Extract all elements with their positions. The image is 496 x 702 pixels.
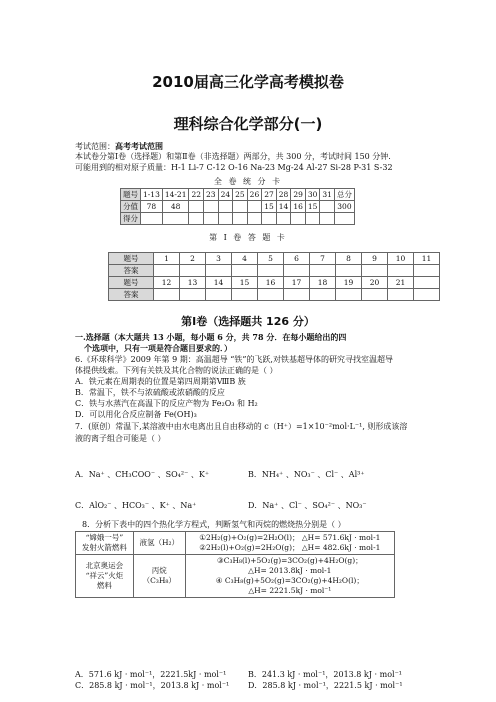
score-cell: 16 bbox=[291, 201, 306, 213]
answer-row-blank bbox=[109, 289, 440, 301]
score-cell: 1-13 bbox=[141, 189, 163, 201]
thermo-text: （C₃H₈） bbox=[142, 576, 176, 585]
q7-stem-cont: 液的离子组合可能是（ ） bbox=[75, 434, 166, 443]
score-cell: 22 bbox=[189, 189, 204, 201]
answer-cell: 16 bbox=[258, 277, 284, 289]
score-input-cell[interactable] bbox=[233, 213, 248, 225]
answer-input-cell[interactable] bbox=[388, 265, 414, 277]
answer-input-cell[interactable] bbox=[362, 265, 388, 277]
answer-cell: 答案 bbox=[109, 289, 154, 301]
score-cell: 题号 bbox=[121, 189, 141, 201]
score-cell: 29 bbox=[291, 189, 306, 201]
score-card-title: 全 卷 统 分 卡 bbox=[213, 177, 283, 186]
answer-cell: 5 bbox=[258, 253, 284, 265]
q7-option-a: A．Na⁺ 、CH₃COO⁻ 、SO₄²⁻ 、K⁺ bbox=[75, 470, 210, 479]
answer-card-title: 第 I 卷 答 题 卡 bbox=[209, 233, 287, 242]
answer-row-number bbox=[109, 253, 440, 265]
score-input-cell[interactable] bbox=[276, 213, 291, 225]
answer-input-cell[interactable] bbox=[388, 289, 414, 301]
q7-option-b: B．NH₄⁺ 、NO₃⁻ 、Cl⁻ 、Al³⁺ bbox=[248, 470, 365, 479]
answer-cell: 1 bbox=[154, 253, 180, 265]
q8-option-c: C．285.8 kJ · mol⁻¹，2013.8 kJ · mol⁻¹ bbox=[75, 681, 230, 690]
exam-scope-label: 考试范围： bbox=[75, 142, 115, 151]
answer-input-cell[interactable] bbox=[206, 265, 232, 277]
answer-table bbox=[108, 252, 440, 301]
answer-cell: 7 bbox=[310, 253, 336, 265]
score-cell: 14-21 bbox=[162, 189, 189, 201]
thermo-text: “嫦娥一号” bbox=[85, 533, 124, 542]
q6-stem-cont: 体提供线索。下列有关铁及其化合物的说法正确的是（ ） bbox=[75, 366, 278, 375]
answer-input-cell[interactable] bbox=[336, 265, 362, 277]
thermo-text: ②2H₂(l)+O₂(g)=2H₂O(g)； △H= 482.6kJ · mol-1 bbox=[199, 543, 381, 552]
score-cell bbox=[189, 201, 204, 213]
answer-input-cell[interactable] bbox=[258, 265, 284, 277]
answer-input-cell[interactable] bbox=[310, 289, 336, 301]
answer-input-cell[interactable] bbox=[284, 265, 310, 277]
score-cell: 27 bbox=[262, 189, 277, 201]
answer-input-cell[interactable] bbox=[206, 289, 232, 301]
thermo-cell-fuel: 液氢（H₂） bbox=[133, 532, 185, 555]
section-title: 第Ⅰ卷（选择题共 126 分） bbox=[181, 315, 315, 328]
score-cell: 30 bbox=[305, 189, 320, 201]
answer-cell: 19 bbox=[336, 277, 362, 289]
score-cell bbox=[218, 201, 233, 213]
score-cell bbox=[204, 201, 219, 213]
thermo-text: 发射火箭燃料 bbox=[81, 543, 127, 552]
score-cell: 78 bbox=[141, 201, 163, 213]
score-input-cell[interactable] bbox=[320, 213, 335, 225]
score-cell bbox=[320, 201, 335, 213]
score-cell: 分值 bbox=[121, 201, 141, 213]
answer-cell: 6 bbox=[284, 253, 310, 265]
exam-scope: 高考考试范围 bbox=[115, 141, 163, 151]
exam-subtitle: 理科综合化学部分(一) bbox=[173, 115, 323, 133]
score-input-cell[interactable] bbox=[162, 213, 189, 225]
thermo-row-hydrogen bbox=[76, 532, 395, 555]
score-table bbox=[120, 188, 355, 225]
score-input-cell[interactable] bbox=[204, 213, 219, 225]
answer-cell: 14 bbox=[206, 277, 232, 289]
q6-stem: 6.《环球科学》2009 年第 9 期：高温超导 “铁”的飞跃,对铁基超导体的研究寻找室温超导 bbox=[75, 355, 393, 364]
thermo-table bbox=[75, 531, 395, 598]
answer-cell: 21 bbox=[388, 277, 414, 289]
thermo-cell-use bbox=[76, 555, 134, 598]
thermo-row-propane bbox=[76, 555, 395, 598]
score-input-cell[interactable] bbox=[218, 213, 233, 225]
score-cell: 15 bbox=[262, 201, 277, 213]
q8-stem: 8．分析下表中的四个热化学方程式，判断氢气和丙烷的燃烧热分别是（ ） bbox=[82, 520, 346, 529]
q7-stem: 7．(原创）常温下,某溶液中由水电离出且自由移动的 c（H⁺）=1×10⁻²mol·L⁻¹, 则形成该溶 bbox=[75, 422, 408, 431]
q7-option-d: D．Na⁺ 、Cl⁻ 、SO₄²⁻ 、NO₃⁻ bbox=[248, 501, 367, 510]
q6-option-c: C．铁与水蒸汽在高温下的反应产物为 Fe₂O₃ 和 H₂ bbox=[75, 399, 258, 408]
score-cell: 48 bbox=[162, 201, 189, 213]
score-cell: 28 bbox=[276, 189, 291, 201]
thermo-text: ④ C₃H₈(g)+5O₂(g)=3CO₂(g)+4H₂O(l)； bbox=[215, 576, 364, 585]
score-row-number bbox=[121, 189, 355, 201]
answer-cell: 13 bbox=[180, 277, 206, 289]
answer-cell: 20 bbox=[362, 277, 388, 289]
score-cell: 15 bbox=[305, 201, 320, 213]
part1-instruction-cont: 个选项中，只有一项是符合题目要求的．） bbox=[84, 343, 232, 353]
answer-input-cell[interactable] bbox=[362, 289, 388, 301]
thermo-cell-equations bbox=[185, 555, 394, 598]
thermo-text: 燃料 bbox=[96, 581, 112, 590]
answer-cell: 2 bbox=[180, 253, 206, 265]
answer-cell: 答案 bbox=[109, 265, 154, 277]
answer-input-cell[interactable] bbox=[414, 289, 440, 301]
answer-cell: 4 bbox=[232, 253, 258, 265]
q7-option-c: C．AlO₂⁻ 、HCO₃⁻ 、K⁺ 、Na⁺ bbox=[75, 501, 197, 510]
part1-instruction: 一.选择题（本大题共 13 小题，每小题 6 分，共 78 分．在每小题给出的四 bbox=[75, 332, 347, 342]
answer-input-cell[interactable] bbox=[154, 289, 180, 301]
answer-cell: 8 bbox=[336, 253, 362, 265]
answer-cell bbox=[414, 277, 440, 289]
score-input-cell[interactable] bbox=[291, 213, 306, 225]
thermo-text: 北京奥运会 bbox=[85, 561, 124, 570]
score-cell: 24 bbox=[218, 189, 233, 201]
score-input-cell[interactable] bbox=[141, 213, 163, 225]
answer-cell: 17 bbox=[284, 277, 310, 289]
score-input-cell[interactable] bbox=[189, 213, 204, 225]
exam-title: 2010届高三化学高考模拟卷 bbox=[152, 73, 344, 91]
q8-option-b: B．241.3 kJ · mol⁻¹，2013.8 kJ · mol⁻¹ bbox=[248, 670, 403, 679]
score-cell: 总分 bbox=[334, 189, 354, 201]
answer-cell: 9 bbox=[362, 253, 388, 265]
thermo-text: 丙烷 bbox=[151, 566, 167, 575]
answer-input-cell[interactable] bbox=[180, 265, 206, 277]
thermo-text: “祥云”火炬 bbox=[85, 571, 124, 580]
score-cell: 14 bbox=[276, 201, 291, 213]
score-cell: 25 bbox=[233, 189, 248, 201]
answer-input-cell[interactable] bbox=[258, 289, 284, 301]
answer-cell: 题号 bbox=[109, 253, 154, 265]
answer-row-blank bbox=[109, 265, 440, 277]
score-row-points bbox=[121, 201, 355, 213]
q6-option-a: A．铁元素在周期表的位置是第四周期第ⅧB 族 bbox=[75, 377, 246, 386]
answer-cell: 11 bbox=[414, 253, 440, 265]
answer-cell: 10 bbox=[388, 253, 414, 265]
answer-input-cell[interactable] bbox=[154, 265, 180, 277]
score-input-cell[interactable] bbox=[334, 213, 354, 225]
answer-cell: 15 bbox=[232, 277, 258, 289]
answer-cell: 18 bbox=[310, 277, 336, 289]
thermo-text: △H= 2013.8kJ · mol-1 bbox=[248, 566, 332, 575]
answer-input-cell[interactable] bbox=[336, 289, 362, 301]
answer-row-number bbox=[109, 277, 440, 289]
score-row-obtained bbox=[121, 213, 355, 225]
score-cell: 31 bbox=[320, 189, 335, 201]
thermo-text: △H= 2221.5kJ · mol⁻¹ bbox=[248, 586, 332, 595]
answer-input-cell[interactable] bbox=[310, 265, 336, 277]
thermo-cell-equations bbox=[185, 532, 394, 555]
q6-option-d: D．可以用化合反应制备 Fe(OH)₃ bbox=[75, 410, 197, 419]
answer-input-cell[interactable] bbox=[284, 289, 310, 301]
score-cell: 23 bbox=[204, 189, 219, 201]
score-input-cell[interactable] bbox=[305, 213, 320, 225]
q8-option-a: A．571.6 kJ · mol⁻¹，2221.5kJ · mol⁻¹ bbox=[75, 670, 227, 679]
thermo-text: ③C₃H₈(l)+5O₂(g)=3CO₂(g)+4H₂O(g)； bbox=[216, 556, 363, 565]
thermo-cell-use bbox=[76, 532, 134, 555]
answer-input-cell[interactable] bbox=[232, 289, 258, 301]
q8-option-d: D．285.8 kJ · mol⁻¹，2221.5 kJ · mol⁻¹ bbox=[248, 681, 403, 690]
answer-input-cell[interactable] bbox=[414, 265, 440, 277]
thermo-cell-fuel bbox=[133, 555, 185, 598]
answer-input-cell[interactable] bbox=[232, 265, 258, 277]
score-cell: 300 bbox=[334, 201, 354, 213]
thermo-text: ①2H₂(g)+O₂(g)=2H₂O(l)； △H= 571.6kJ · mol-1 bbox=[199, 533, 381, 542]
score-cell: 得分 bbox=[121, 213, 141, 225]
atomic-masses: 可能用到的相对原子质量：H-1 Li-7 C-12 O-16 Na-23 Mg-24 Al-27 Si-28 P-31 S-32 bbox=[75, 163, 393, 172]
answer-cell: 12 bbox=[154, 277, 180, 289]
answer-cell: 3 bbox=[206, 253, 232, 265]
q6-option-b: B．常温下，铁不与浓硫酸或浓硝酸的反应 bbox=[75, 388, 225, 397]
score-cell bbox=[233, 201, 248, 213]
score-cell: 26 bbox=[247, 189, 262, 201]
answer-cell: 题号 bbox=[109, 277, 154, 289]
score-input-cell[interactable] bbox=[247, 213, 262, 225]
instructions: 本试卷分第Ⅰ卷（选择题）和第Ⅱ卷（非选择题）两部分，共 300 分，考试时间 150 分钟. bbox=[75, 152, 391, 161]
answer-input-cell[interactable] bbox=[180, 289, 206, 301]
exam-scope-line bbox=[75, 141, 163, 152]
score-input-cell[interactable] bbox=[262, 213, 277, 225]
score-cell bbox=[247, 201, 262, 213]
